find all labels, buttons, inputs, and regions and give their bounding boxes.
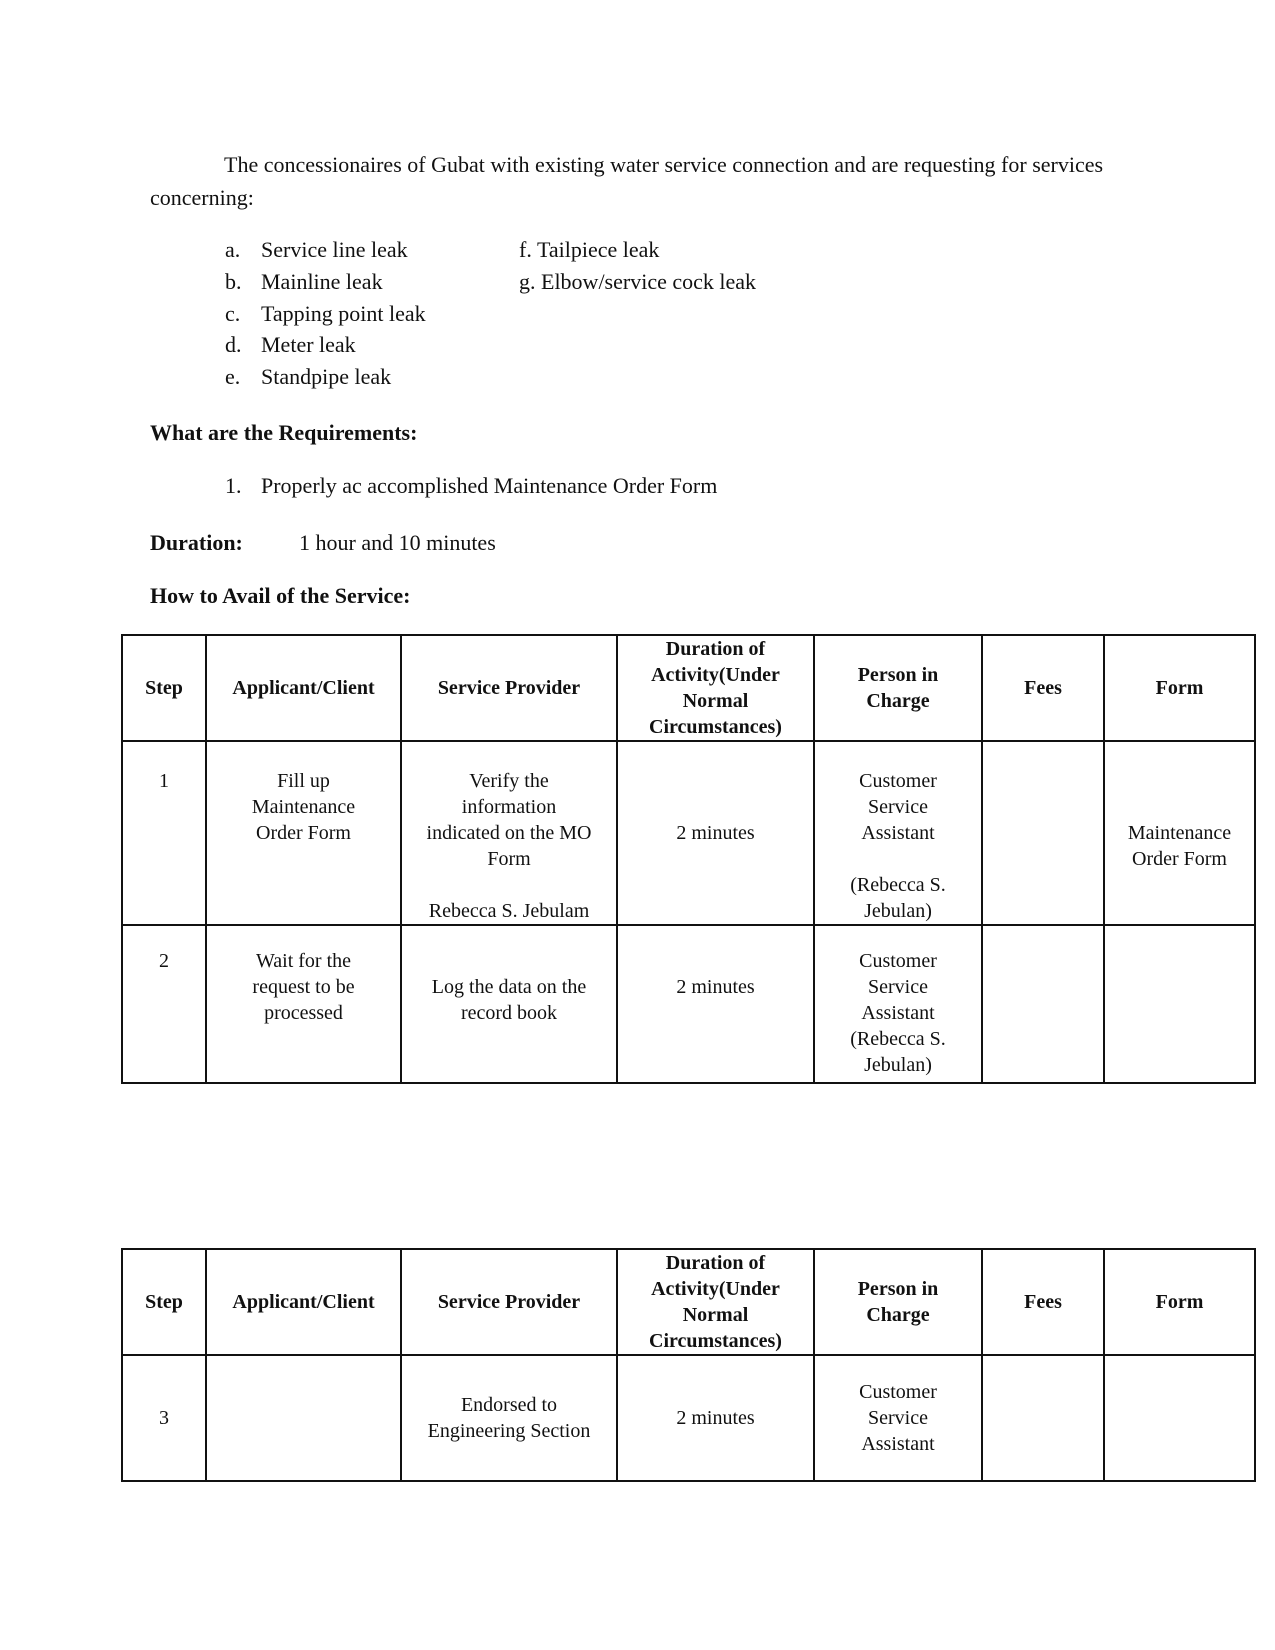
- cell-duration: 2 minutes: [617, 925, 814, 1083]
- header-form: Form: [1104, 635, 1255, 741]
- table-row: [122, 1355, 1255, 1481]
- cell-person: Customer Service Assistant: [814, 1355, 982, 1481]
- table-header-row: [122, 635, 1255, 741]
- service-item-g: g. Elbow/service cock leak: [519, 269, 757, 294]
- header-fees: Fees: [982, 1249, 1104, 1355]
- cell-provider: Verify the information indicated on the MO Form Rebecca S. Jebulam: [401, 741, 617, 925]
- header-client: Applicant/Client: [206, 635, 401, 741]
- cell-provider: Log the data on the record book: [401, 925, 617, 1083]
- cell-form: [1104, 925, 1255, 1083]
- cell-form: Maintenance Order Form: [1104, 741, 1255, 925]
- service-item-a: a. Service line leak: [225, 237, 408, 262]
- requirement-item-1: 1. Properly ac accomplished Maintenance Order Form: [225, 473, 718, 498]
- header-provider: Service Provider: [401, 635, 617, 741]
- header-step: Step: [122, 635, 206, 741]
- service-table-1: [121, 634, 1256, 1084]
- cell-fees: [982, 741, 1104, 925]
- service-item-e: e. Standpipe leak: [225, 364, 392, 389]
- header-form: Form: [1104, 1249, 1255, 1355]
- provider-name: Rebecca S. Jebulam: [428, 900, 590, 922]
- header-duration: Duration of Activity(Under Normal Circumstances): [617, 1249, 814, 1355]
- table-row: [122, 925, 1255, 1083]
- cell-step: 3: [122, 1355, 206, 1481]
- service-item-f: f. Tailpiece leak: [519, 237, 660, 262]
- header-person: Person in Charge: [814, 635, 982, 741]
- how-to-heading: How to Avail of the Service:: [150, 583, 411, 608]
- header-step: Step: [122, 1249, 206, 1355]
- table-row: [122, 741, 1255, 925]
- header-client: Applicant/Client: [206, 1249, 401, 1355]
- header-person: Person in Charge: [814, 1249, 982, 1355]
- cell-fees: [982, 1355, 1104, 1481]
- service-item-d: d. Meter leak: [225, 332, 356, 357]
- cell-step: 2: [122, 925, 206, 1083]
- header-duration: Duration of Activity(Under Normal Circumstances): [617, 635, 814, 741]
- service-item-c: c. Tapping point leak: [225, 301, 426, 326]
- header-fees: Fees: [982, 635, 1104, 741]
- header-provider: Service Provider: [401, 1249, 617, 1355]
- cell-client: [206, 1355, 401, 1481]
- cell-duration: 2 minutes: [617, 1355, 814, 1481]
- cell-person: Customer Service Assistant (Rebecca S. Jebulan): [814, 741, 982, 925]
- cell-client: Fill up Maintenance Order Form: [206, 741, 401, 925]
- cell-fees: [982, 925, 1104, 1083]
- cell-person: Customer Service Assistant (Rebecca S. Jebulan): [814, 925, 982, 1083]
- service-table-2: [121, 1248, 1256, 1482]
- intro-paragraph: The concessionaires of Gubat with existing water service connection and are requesting for services concerning:: [150, 152, 1104, 210]
- cell-provider: Endorsed to Engineering Section: [401, 1355, 617, 1481]
- service-item-b: b. Mainline leak: [225, 269, 383, 294]
- requirements-heading: What are the Requirements:: [150, 420, 418, 445]
- cell-duration: 2 minutes: [617, 741, 814, 925]
- cell-step: 1: [122, 741, 206, 925]
- duration-label: Duration:: [150, 530, 243, 555]
- cell-form: [1104, 1355, 1255, 1481]
- duration-value: 1 hour and 10 minutes: [299, 530, 496, 555]
- table-header-row: [122, 1249, 1255, 1355]
- cell-client: Wait for the request to be processed: [206, 925, 401, 1083]
